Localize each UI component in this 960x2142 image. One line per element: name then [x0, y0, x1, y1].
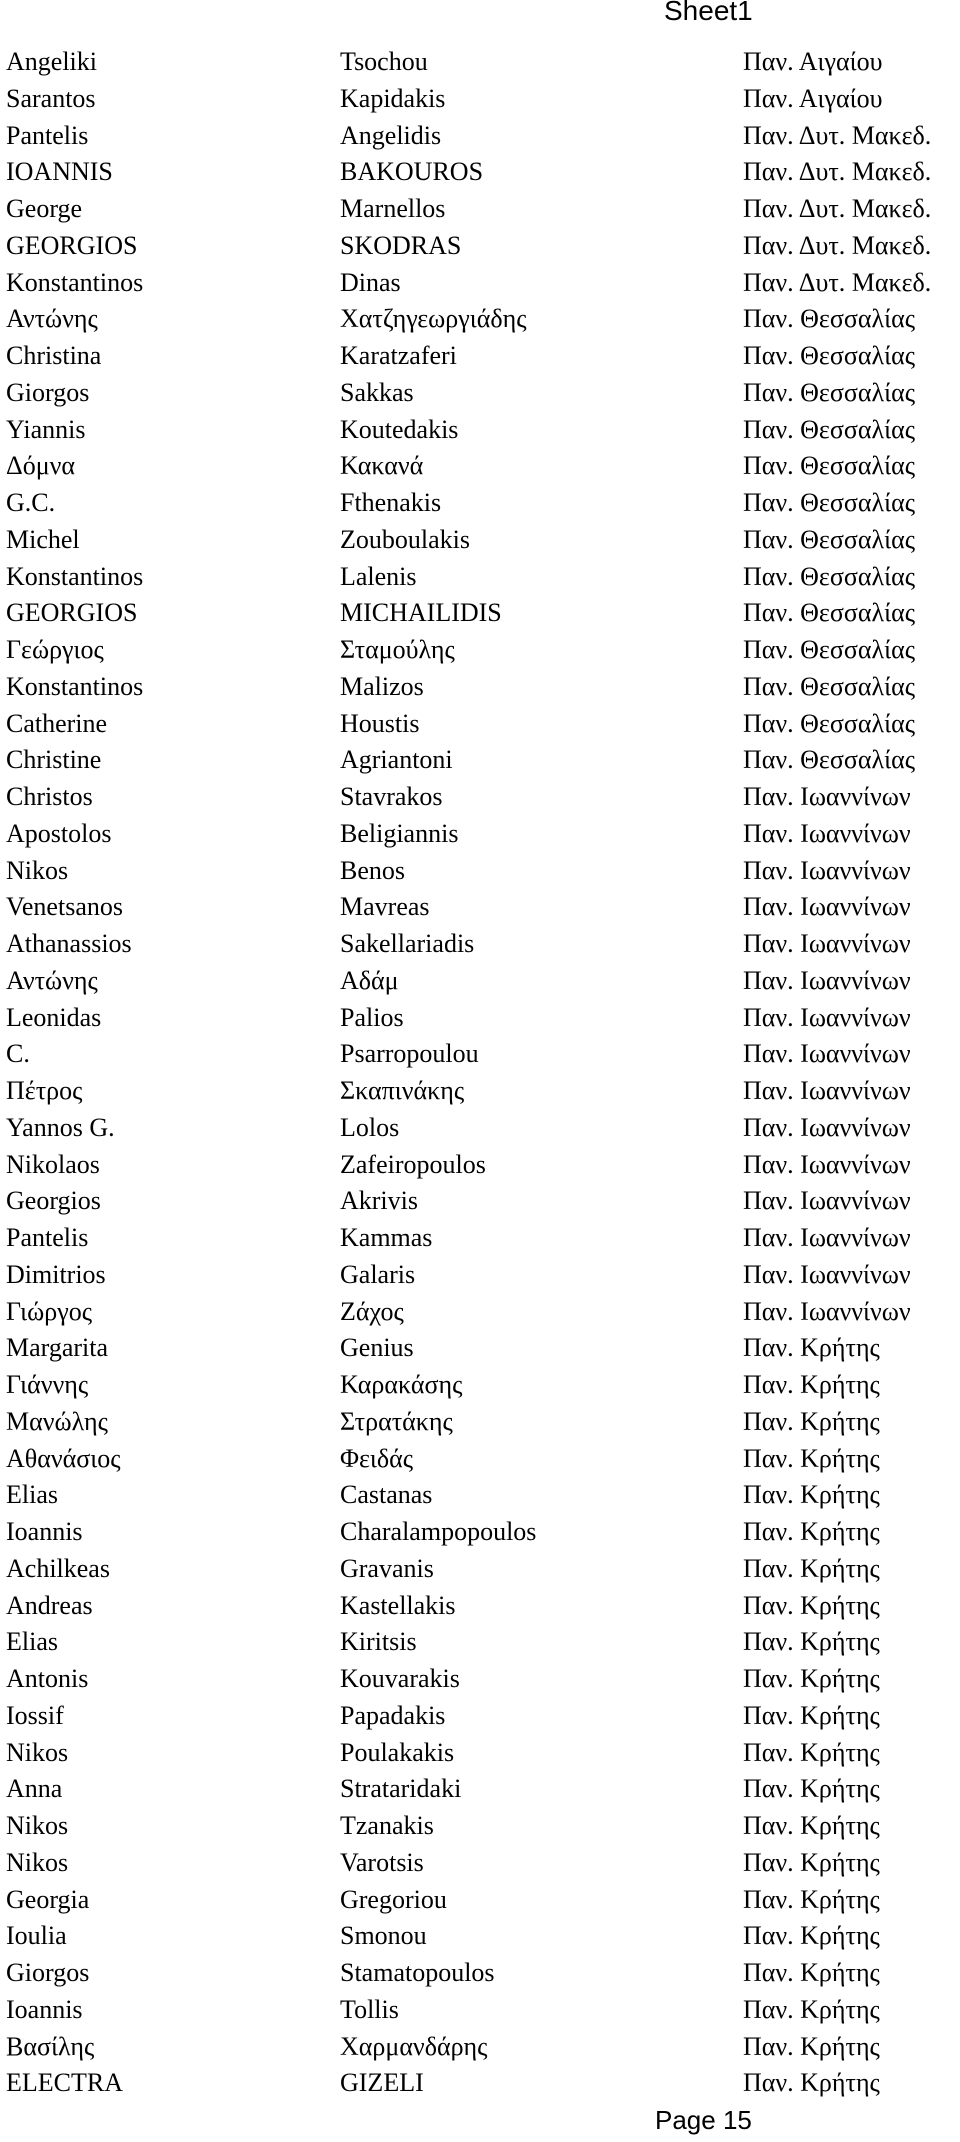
table-row — [0, 816, 960, 853]
last-name-cell: Psarropoulou — [340, 1039, 479, 1069]
university-cell: Παν. Κρήτης — [743, 1884, 880, 1914]
first-name-cell: Anna — [6, 1774, 63, 1804]
last-name-cell: Φειδάς — [340, 1443, 414, 1473]
first-name-cell: Giorgos — [6, 1958, 90, 1987]
last-name-cell: Fthenakis — [340, 488, 442, 517]
last-name-cell: Gregoriou — [340, 1884, 447, 1914]
last-name-cell: Benos — [340, 855, 405, 885]
university-cell: Παν. Κρήτης — [743, 1553, 880, 1583]
first-name-cell: Αθανάσιος — [6, 1443, 121, 1473]
table-row — [0, 118, 960, 155]
university-cell: Παν. Θεσσαλίας — [743, 488, 916, 517]
first-name-cell: Ioulia — [6, 1921, 67, 1951]
table-row — [0, 522, 960, 559]
table-row — [0, 1073, 960, 1110]
university-cell: Παν. Κρήτης — [743, 1627, 880, 1657]
table-row — [0, 1404, 960, 1441]
university-cell: Παν. Θεσσαλίας — [743, 524, 916, 554]
table-row — [0, 1220, 960, 1257]
table-row — [0, 1257, 960, 1294]
table-row — [0, 1588, 960, 1625]
university-cell: Παν. Ιωαννίνων — [743, 1186, 911, 1216]
university-cell: Παν. Θεσσαλίας — [743, 598, 916, 628]
university-cell: Παν. Κρήτης — [743, 1994, 880, 2024]
table-row — [0, 1551, 960, 1588]
last-name-cell: Χαρμανδάρης — [340, 2031, 488, 2061]
last-name-cell: SKODRAS — [340, 230, 462, 260]
first-name-cell: GEORGIOS — [6, 230, 138, 260]
last-name-cell: Genius — [340, 1333, 414, 1363]
table-row — [0, 485, 960, 522]
university-cell: Παν. Κρήτης — [743, 1406, 880, 1436]
table-row — [0, 1147, 960, 1184]
first-name-cell: Elias — [6, 1627, 58, 1657]
university-cell: Παν. Θεσσαλίας — [743, 745, 916, 775]
last-name-cell: Tollis — [340, 1994, 399, 2024]
first-name-cell: IOANNIS — [6, 157, 113, 187]
first-name-cell: Ioannis — [6, 1517, 83, 1546]
first-name-cell: Pantelis — [6, 120, 89, 150]
university-cell: Παν. Δυτ. Μακεδ. — [743, 230, 932, 260]
university-cell: Παν. Θεσσαλίας — [743, 561, 916, 591]
university-cell: Παν. Θεσσαλίας — [743, 451, 916, 481]
first-name-cell: Γεώργιος — [6, 635, 104, 664]
table-row — [0, 338, 960, 375]
last-name-cell: Σκαπινάκης — [340, 1076, 465, 1105]
university-cell: Παν. Κρήτης — [743, 1664, 880, 1693]
last-name-cell: Koutedakis — [340, 414, 459, 444]
table-row — [0, 1992, 960, 2029]
table-row — [0, 412, 960, 449]
table-row — [0, 1330, 960, 1367]
table-row — [0, 1441, 960, 1478]
first-name-cell: Ioannis — [6, 1994, 83, 2024]
last-name-cell: Sakellariadis — [340, 929, 475, 958]
last-name-cell: Charalampopoulos — [340, 1517, 537, 1546]
last-name-cell: Poulakakis — [340, 1737, 455, 1767]
university-cell: Παν. Κρήτης — [743, 1700, 880, 1730]
first-name-cell: Georgia — [6, 1884, 90, 1914]
last-name-cell: Καρακάσης — [340, 1370, 463, 1399]
last-name-cell: Kouvarakis — [340, 1664, 460, 1693]
table-row — [0, 853, 960, 890]
university-cell: Παν. Θεσσαλίας — [743, 708, 916, 738]
table-row — [0, 2065, 960, 2102]
first-name-cell: Μανώλης — [6, 1406, 108, 1436]
first-name-cell: Andreas — [6, 1590, 93, 1620]
table-row — [0, 1183, 960, 1220]
first-name-cell: Iossif — [6, 1700, 64, 1730]
university-cell: Παν. Δυτ. Μακεδ. — [743, 194, 932, 223]
university-cell: Παν. Κρήτης — [743, 2031, 880, 2061]
table-row — [0, 706, 960, 743]
first-name-cell: Leonidas — [6, 1002, 102, 1032]
university-cell: Παν. Δυτ. Μακεδ. — [743, 157, 932, 187]
last-name-cell: Lalenis — [340, 561, 417, 591]
table-row — [0, 1110, 960, 1147]
first-name-cell: Πέτρος — [6, 1076, 83, 1105]
last-name-cell: Varotsis — [340, 1847, 424, 1877]
university-cell: Παν. Κρήτης — [743, 1517, 880, 1546]
university-cell: Παν. Αιγαίου — [743, 47, 883, 76]
first-name-cell: Christina — [6, 341, 102, 370]
university-cell: Παν. Ιωαννίνων — [743, 1112, 911, 1142]
university-cell: Παν. Θεσσαλίας — [743, 304, 916, 334]
university-cell: Παν. Ιωαννίνων — [743, 1002, 911, 1032]
table-row — [0, 1698, 960, 1735]
last-name-cell: Beligiannis — [340, 818, 459, 848]
university-cell: Παν. Κρήτης — [743, 1811, 880, 1840]
university-cell: Παν. Ιωαννίνων — [743, 965, 911, 995]
table-row — [0, 1514, 960, 1551]
university-cell: Παν. Ιωαννίνων — [743, 1296, 911, 1326]
first-name-cell: Catherine — [6, 708, 108, 738]
last-name-cell: MICHAILIDIS — [340, 598, 502, 628]
last-name-cell: BAKOUROS — [340, 157, 484, 187]
university-cell: Παν. Θεσσαλίας — [743, 414, 916, 444]
table-row — [0, 1882, 960, 1919]
university-cell: Παν. Ιωαννίνων — [743, 1076, 911, 1105]
first-name-cell: Margarita — [6, 1333, 109, 1363]
university-cell: Παν. Κρήτης — [743, 1921, 880, 1951]
table-row — [0, 889, 960, 926]
table-row — [0, 1771, 960, 1808]
table-row — [0, 228, 960, 265]
last-name-cell: Kastellakis — [340, 1590, 456, 1620]
first-name-cell: Γιώργος — [6, 1296, 92, 1326]
last-name-cell: Stavrakos — [340, 782, 443, 811]
table-row — [0, 1661, 960, 1698]
table-row — [0, 154, 960, 191]
university-cell: Παν. Ιωαννίνων — [743, 1259, 911, 1289]
last-name-cell: Ζάχος — [340, 1296, 404, 1326]
university-cell: Παν. Κρήτης — [743, 1847, 880, 1877]
table-row — [0, 375, 960, 412]
university-cell: Παν. Ιωαννίνων — [743, 929, 911, 958]
first-name-cell: Nikos — [6, 1847, 69, 1877]
last-name-cell: Αδάμ — [340, 965, 399, 995]
first-name-cell: Γιάννης — [6, 1370, 89, 1399]
first-name-cell: Dimitrios — [6, 1259, 106, 1289]
university-cell: Παν. Ιωαννίνων — [743, 818, 911, 848]
last-name-cell: Sakkas — [340, 377, 414, 407]
table-row — [0, 1294, 960, 1331]
last-name-cell: Akrivis — [340, 1186, 418, 1216]
first-name-cell: Christine — [6, 745, 102, 775]
last-name-cell: Houstis — [340, 708, 420, 738]
table-row — [0, 301, 960, 338]
first-name-cell: C. — [6, 1039, 30, 1069]
first-name-cell: G.C. — [6, 488, 56, 517]
university-cell: Παν. Ιωαννίνων — [743, 782, 911, 811]
university-cell: Παν. Κρήτης — [743, 1737, 880, 1767]
last-name-cell: Zouboulakis — [340, 524, 470, 554]
first-name-cell: Elias — [6, 1480, 58, 1510]
last-name-cell: Galaris — [340, 1259, 416, 1289]
university-cell: Παν. Κρήτης — [743, 1958, 880, 1987]
table-row — [0, 559, 960, 596]
sheet-title: Sheet1 — [664, 0, 753, 26]
university-cell: Παν. Κρήτης — [743, 1443, 880, 1473]
last-name-cell: GIZELI — [340, 2068, 424, 2098]
last-name-cell: Kapidakis — [340, 83, 446, 113]
first-name-cell: Georgios — [6, 1186, 101, 1216]
first-name-cell: Konstantinos — [6, 267, 144, 297]
table-row — [0, 81, 960, 118]
university-cell: Παν. Ιωαννίνων — [743, 1149, 911, 1179]
last-name-cell: Κακανά — [340, 451, 424, 481]
table-row — [0, 963, 960, 1000]
university-cell: Παν. Κρήτης — [743, 1590, 880, 1620]
last-name-cell: Malizos — [340, 671, 424, 701]
last-name-cell: Angelidis — [340, 120, 442, 150]
university-cell: Παν. Κρήτης — [743, 1333, 880, 1363]
first-name-cell: Achilkeas — [6, 1553, 110, 1583]
table-row — [0, 1000, 960, 1037]
table-row — [0, 669, 960, 706]
last-name-cell: Agriantoni — [340, 745, 453, 775]
table-row — [0, 1955, 960, 1992]
university-cell: Παν. Ιωαννίνων — [743, 855, 911, 885]
last-name-cell: Tsochou — [340, 47, 428, 76]
first-name-cell: Athanassios — [6, 929, 132, 958]
first-name-cell: Sarantos — [6, 83, 96, 113]
university-cell: Παν. Θεσσαλίας — [743, 341, 916, 370]
university-cell: Παν. Ιωαννίνων — [743, 1223, 911, 1252]
university-cell: Παν. Κρήτης — [743, 1480, 880, 1510]
last-name-cell: Palios — [340, 1002, 404, 1032]
table-row — [0, 742, 960, 779]
first-name-cell: Venetsanos — [6, 892, 123, 922]
university-cell: Παν. Ιωαννίνων — [743, 1039, 911, 1069]
table-row — [0, 779, 960, 816]
university-cell: Παν. Δυτ. Μακεδ. — [743, 120, 932, 150]
table-row — [0, 265, 960, 302]
first-name-cell: Konstantinos — [6, 671, 144, 701]
first-name-cell: George — [6, 194, 83, 223]
first-name-cell: Nikos — [6, 855, 69, 885]
university-cell: Παν. Θεσσαλίας — [743, 377, 916, 407]
sheet-rows — [0, 44, 960, 2102]
first-name-cell: Δόμνα — [6, 451, 76, 481]
university-cell: Παν. Ιωαννίνων — [743, 892, 911, 922]
table-row — [0, 1367, 960, 1404]
first-name-cell: Yiannis — [6, 414, 86, 444]
first-name-cell: Αντώνης — [6, 965, 98, 995]
last-name-cell: Zafeiropoulos — [340, 1149, 486, 1179]
last-name-cell: Smonou — [340, 1921, 427, 1951]
last-name-cell: Στρατάκης — [340, 1406, 453, 1436]
table-row — [0, 44, 960, 81]
last-name-cell: Marnellos — [340, 194, 446, 223]
page-number: Page 15 — [655, 2105, 752, 2135]
last-name-cell: Lolos — [340, 1112, 400, 1142]
last-name-cell: Tzanakis — [340, 1811, 434, 1840]
first-name-cell: Nikos — [6, 1811, 69, 1840]
first-name-cell: Giorgos — [6, 377, 90, 407]
first-name-cell: Αντώνης — [6, 304, 98, 334]
table-row — [0, 2029, 960, 2066]
last-name-cell: Karatzaferi — [340, 341, 457, 370]
table-row — [0, 1918, 960, 1955]
first-name-cell: Yannos G. — [6, 1112, 115, 1142]
first-name-cell: ELECTRA — [6, 2068, 123, 2098]
table-row — [0, 1735, 960, 1772]
first-name-cell: Christos — [6, 782, 93, 811]
first-name-cell: Nikolaos — [6, 1149, 100, 1179]
last-name-cell: Kammas — [340, 1223, 433, 1252]
first-name-cell: GEORGIOS — [6, 598, 138, 628]
last-name-cell: Strataridaki — [340, 1774, 462, 1804]
table-row — [0, 1845, 960, 1882]
university-cell: Παν. Κρήτης — [743, 1774, 880, 1804]
university-cell: Παν. Κρήτης — [743, 1370, 880, 1399]
university-cell: Παν. Κρήτης — [743, 2068, 880, 2098]
first-name-cell: Antonis — [6, 1664, 89, 1693]
last-name-cell: Gravanis — [340, 1553, 434, 1583]
first-name-cell: Βασίλης — [6, 2031, 95, 2061]
last-name-cell: Papadakis — [340, 1700, 446, 1730]
table-row — [0, 448, 960, 485]
first-name-cell: Pantelis — [6, 1223, 89, 1252]
table-row — [0, 926, 960, 963]
table-row — [0, 191, 960, 228]
table-row — [0, 1808, 960, 1845]
first-name-cell: Konstantinos — [6, 561, 144, 591]
table-row — [0, 1624, 960, 1661]
university-cell: Παν. Αιγαίου — [743, 83, 883, 113]
university-cell: Παν. Θεσσαλίας — [743, 671, 916, 701]
last-name-cell: Mavreas — [340, 892, 430, 922]
university-cell: Παν. Δυτ. Μακεδ. — [743, 267, 932, 297]
first-name-cell: Michel — [6, 524, 80, 554]
table-row — [0, 632, 960, 669]
last-name-cell: Χατζηγεωργιάδης — [340, 304, 527, 334]
first-name-cell: Angeliki — [6, 47, 97, 76]
last-name-cell: Σταμούλης — [340, 635, 455, 664]
table-row — [0, 1477, 960, 1514]
last-name-cell: Castanas — [340, 1480, 433, 1510]
first-name-cell: Apostolos — [6, 818, 112, 848]
last-name-cell: Kiritsis — [340, 1627, 417, 1657]
last-name-cell: Dinas — [340, 267, 401, 297]
last-name-cell: Stamatopoulos — [340, 1958, 495, 1987]
table-row — [0, 595, 960, 632]
first-name-cell: Nikos — [6, 1737, 69, 1767]
university-cell: Παν. Θεσσαλίας — [743, 635, 916, 664]
table-row — [0, 1036, 960, 1073]
